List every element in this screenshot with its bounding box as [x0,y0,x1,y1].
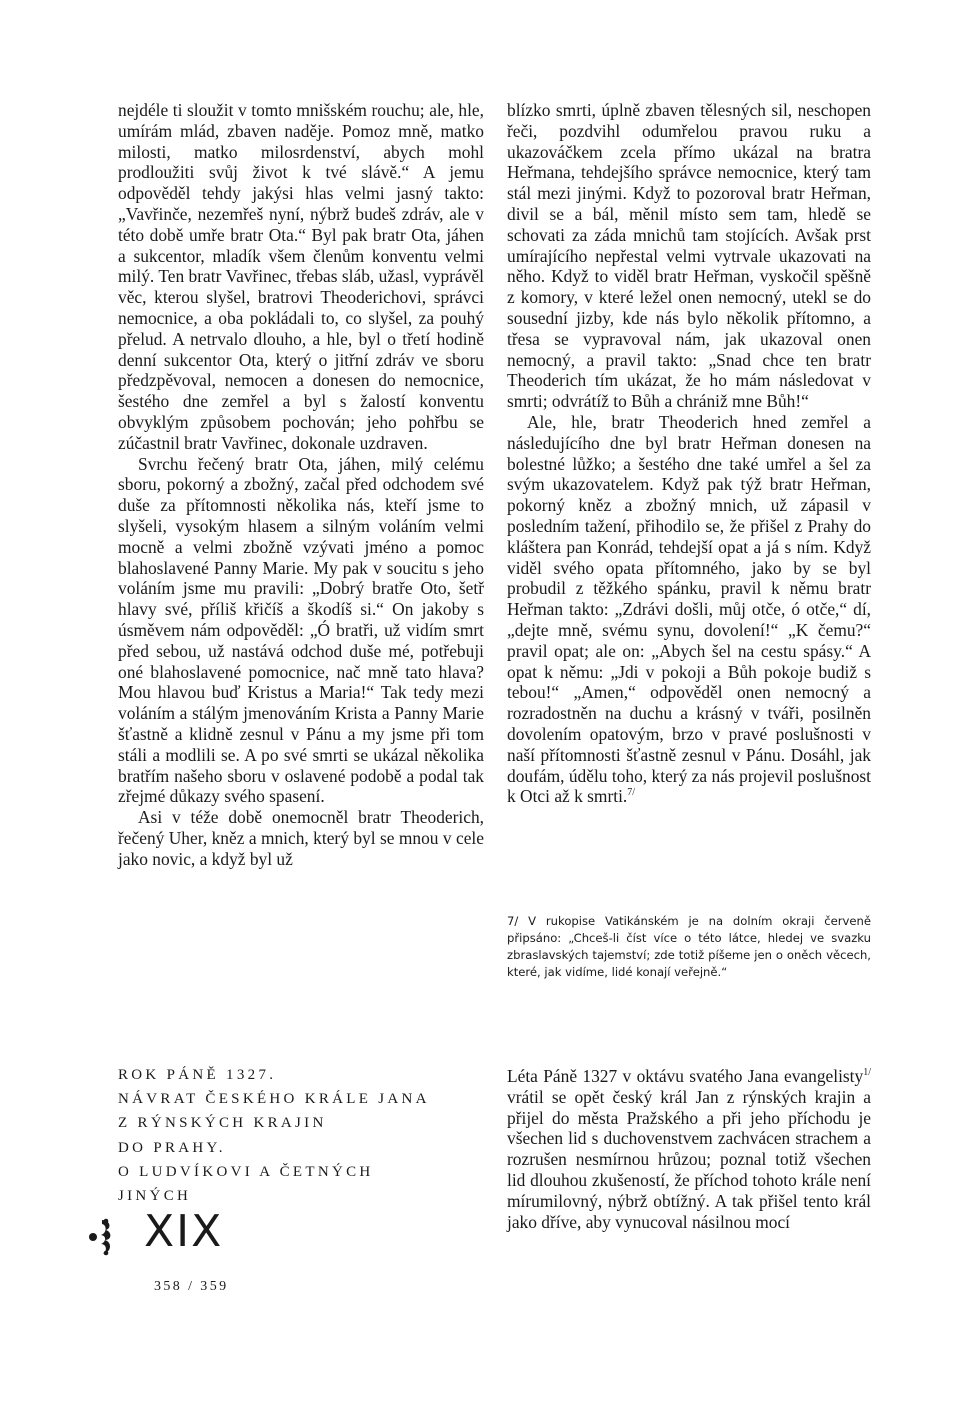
chapter-text-column [507,1066,871,1232]
heading-line: Z RÝNSKÝCH KRAJIN [118,1115,327,1132]
paragraph: blízko smrti, úplně zbaven tělesných sil, neschopen řeči, pozdvihl odumřelou pravou ruku a ukazováčkem zcela přímo ukázal na bratra Heřmana, tehdejšího správce nemocnice, který tam stál mezi jinými. Když to pozoroval bratr Heřman, divil se a bál, měnil místo sem tam, hledě se schovati za záda mnichů tam stojících. Avšak prst umírajícího nepřestal velmi vytrvale ukazovati na něho. Když to viděl bratr Heřman, vyskočil spěšně z komory, v které ležel onen nemocný, utekl se do sousední jizby, kde nás bylo několik přítomno, a třesa se vypravoval nám, jak ukazoval onen nemocný, a pravil takto: „Snad chce ten bratr Theoderich tím ukázat, že ho mám následovat v smrti; odvrátíž to Bůh a chrániž mne Bůh!“ [507,100,871,412]
heading-line: NÁVRAT ČESKÉHO KRÁLE JANA [118,1091,430,1108]
paragraph-text: Ale, hle, bratr Theoderich hned zemřel a následujícího dne byl bratr Heřman donesen na bolestné lůžko; a šestého dne také umřel a šel za svým ukazovatelem. Když pak týž bratr Heřman, pokorný kněz a zbožný mnich, už zápasil v posledním tažení, přihodilo se, že přišel z Prahy do kláštera pan Konrád, tehdejší opat a já s ním. Když viděl svého opata přítomného, jako by se byl probudil z těžkého spánku, pravil k němu bratr Heřman takto: „Zdrávi došli, můj otče, ó otče,“ dí, „dejte mně, svému synu, dovolení!“ „K čemu?“ pravil opat; ale on: „Abych šel na cestu spásy.“ A opat k němu: „Jdi v pokoji a Bůh pokoje budiž s tebou!“ „Amen,“ odpověděl onen nemocný a rozradostněn na duchu a krásný v tváři, posilněn dovolením opatovým, brzo v pravé poslušnosti v naší přítomnosti šťastně zesnul v Pánu. Dosáhl, jak doufám, údělu toho, který za nás projevil poslušnost k Otci až k smrti. [507,411,871,807]
footnote-text: V rukopise Vatikánském je na dolním okraji červeně připsáno: „Chceš-li číst více o této látce, hledej ve svazku zbraslavských tajemství; zde totiž píšeme jen o oněch věcech, které, jak vidíme, lidé konají veřejně.“ [507,914,872,979]
paragraph [507,1066,871,1232]
chapter-heading [118,1063,478,1208]
paragraph [507,412,871,807]
heading-line: DO PRAHY. [118,1139,226,1156]
paragraph: nejdéle ti sloužit v tomto mnišském rouchu; ale, hle, umírám mlád, zbaven naděje. Pomoz mně, matko milosti, matko milosrdenství, abych mohl prodloužiti svůj život k tvé slávě.“ A jemu odpověděl tehdy jakýsi hlas velmi jasný takto: „Vavřinče, nezemřeš nyní, nýbrž budeš zdráv, ale v této době umře bratr Ota.“ Byl pak bratr Ota, jáhen a sukcentor, mladík všem členům konventu velmi milý. Ten bratr Vavřinec, třebas sláb, užasl, vyprávěl věc, kterou slyšel, bratrovi Theoderichovi, správci nemocnice, a oba pokládali to, co slyšel, za pouhý přelud. A netrvalo dlouho, a hle, byl o třetí hodině denní sukcentor Ota, který o jitřní zdráv ve sboru předzpěvoval, nemocen a donesen do nemocnice, šestého dne zemřel a byl s žalostí konventu obvyklým způsobem pochován; jeho pohřbu se zúčastnil bratr Vavřinec, dokonale uzdraven. [118,100,484,453]
paragraph-text: vrátil se opět český král Jan z rýnských krajin a přijel do města Pražského a při jeho příchodu je všechen lid s duchovenstvem zachvácen strachem a rozrušen nesmírnou hrůzou; poznal totiž všechen lid dlouhou zkušeností, že příchod tohoto krále není mírumilovný, nýbrž obtížný. A tak přišel tento král jako dříve, aby vynucoval násilnou mocí [507,1086,871,1232]
page-numbers: 358 / 359 [154,1279,229,1294]
paragraph: Svrchu řečený bratr Ota, jáhen, milý celému sboru, pokorný a zbožný, začal před odchodem své duše za přítomnosti několika nás, kteří jsme to slyšeli, vysokým hlasem a silným voláním velmi mocně a velmi zbožně vzývati jméno a pomoc blahoslavené Panny Marie. My pak v soucitu s jeho voláním jsme mu pravili: „Dobrý bratře Oto, šetř hlavy své, příliš křičíš a škodíš si.“ On jakoby s úsměvem nám odpověděl: „Ó bratři, už vidím smrt před sebou, už nastává odchod duše mé, potřebuji oné blahoslavené pomocnice, nač mně tato hlava? Mou hlavou buď Kristus a Maria!“ Tak tedy mezi voláním a stálým jmenováním Krista a Panny Marie šťastně a klidně zesnul v Pánu a my jsme při tom stáli a modlili se. A po své smrti se ukázal několika bratřím našeho sboru v oslavené podobě a podal tak zřejmé důkazy svého spasení. [118,453,484,807]
chapter-numeral: XIX [144,1206,224,1257]
heading-line: JINÝCH [118,1188,192,1205]
footnote-reference: 1/ [863,1067,871,1079]
left-text-column [118,100,484,869]
heading-line: O LUDVÍKOVI A ČETNÝCH [118,1163,374,1180]
footnote-mark: 7/ [507,914,519,928]
paragraph-text: Léta Páně 1327 v oktávu svatého Jana evangelisty [507,1066,864,1086]
fleuron-ornament-icon [88,1216,118,1258]
footnote-reference: 7/ [627,787,636,799]
footnote [507,913,871,981]
right-text-column [507,100,871,807]
paragraph: Asi v téže době onemocněl bratr Theoderich, řečený Uher, kněz a mnich, který byl se mnou v cele jako novic, a když byl už [118,807,484,869]
heading-line: ROK PÁNĚ 1327. [118,1067,277,1083]
